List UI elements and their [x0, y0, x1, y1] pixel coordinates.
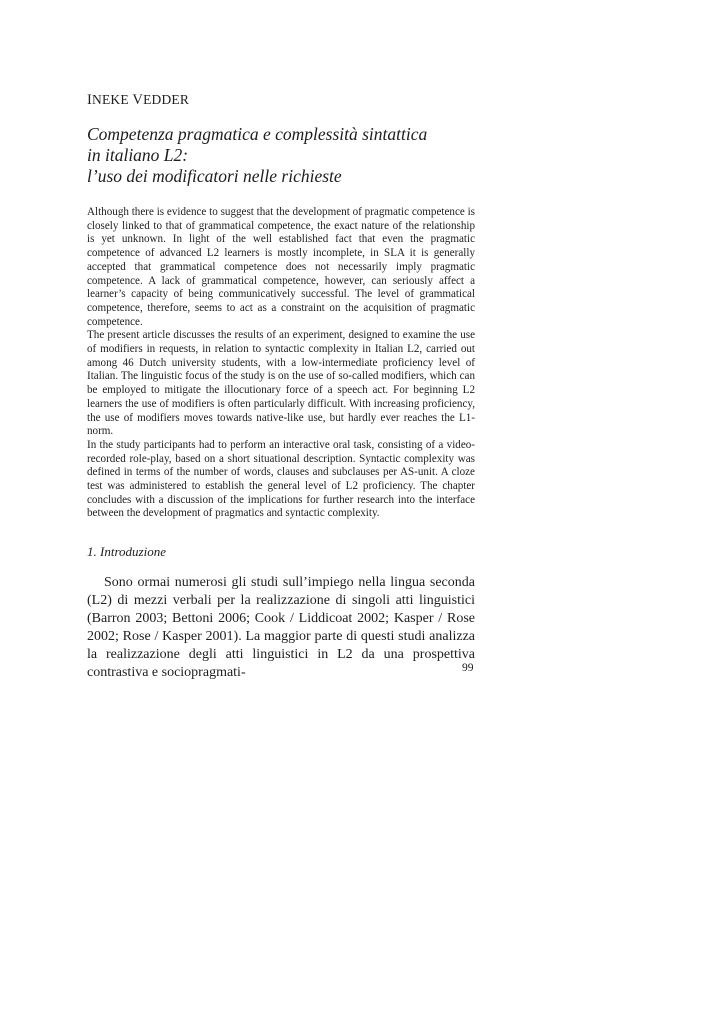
- author-name-part: EDDER: [143, 92, 190, 107]
- abstract-paragraph: The present article discusses the results of an experiment, designed to examine the use of modifiers in requests, in relation to syntactic complexity in Italian L2, carried out among 46 Dutch university students, with a low-intermediate proficiency level of Italian. The linguistic focus of the study is on the use of so-called modifiers, which can be employed to mitigate the illocutionary force of a speech act. For beginning L2 learners the use of modifiers is often particularly difficult. With increasing proficiency, the use of modifiers moves towards native-like use, but hardly ever reaches the L1-norm.: [87, 329, 475, 438]
- body-text: [87, 574, 475, 682]
- page-number: 99: [462, 662, 474, 674]
- title-line: l’uso dei modificatori nelle richieste: [87, 166, 342, 186]
- body-paragraph: Sono ormai numerosi gli studi sull’impiego nella lingua seconda (L2) di mezzi verbali per la realizzazione di singoli atti linguistici (Barron 2003; Bettoni 2006; Cook / Liddicoat 2002; Kasper / Rose 2002; Rose / Kasper 2001). La maggior parte di questi studi analizza la realizzazione degli atti linguistici in L2 da una prospettiva contrastiva e sociopragmati-: [87, 575, 475, 680]
- abstract: [87, 206, 475, 521]
- author-initial: V: [132, 92, 144, 108]
- author-name-part: NEKE: [92, 92, 133, 107]
- abstract-paragraph: In the study participants had to perform an interactive oral task, consisting of a video-recorded role-play, based on a short situational description. Syntactic complexity was defined in terms of the number of words, clauses and subclauses per AS-unit. A cloze test was administered to establish the general level of L2 proficiency. The chapter concludes with a discussion of the implications for further research into the interface between the development of pragmatics and syntactic complexity.: [87, 438, 475, 520]
- section-heading: 1. Introduzione: [87, 544, 166, 559]
- author-initial: I: [87, 92, 93, 108]
- abstract-paragraph: Although there is evidence to suggest that the development of pragmatic competence is closely linked to that of grammatical competence, the exact nature of the relationship is yet unknown. In light of the well established fact that even the pragmatic competence of advanced L2 learners is mostly incomplete, in SLA it is generally accepted that grammatical competence does not necessarily imply pragmatic competence. A lack of grammatical competence, however, can seriously affect a learner’s capacity of being communicatively successful. The level of grammatical competence, therefore, seems to act as a constraint on the acquisition of pragmatic competence.: [87, 206, 475, 328]
- article-title: [87, 124, 507, 187]
- author-name: [87, 92, 189, 109]
- title-line: Competenza pragmatica e complessità sintattica: [87, 124, 428, 144]
- title-line: in italiano L2:: [87, 145, 189, 165]
